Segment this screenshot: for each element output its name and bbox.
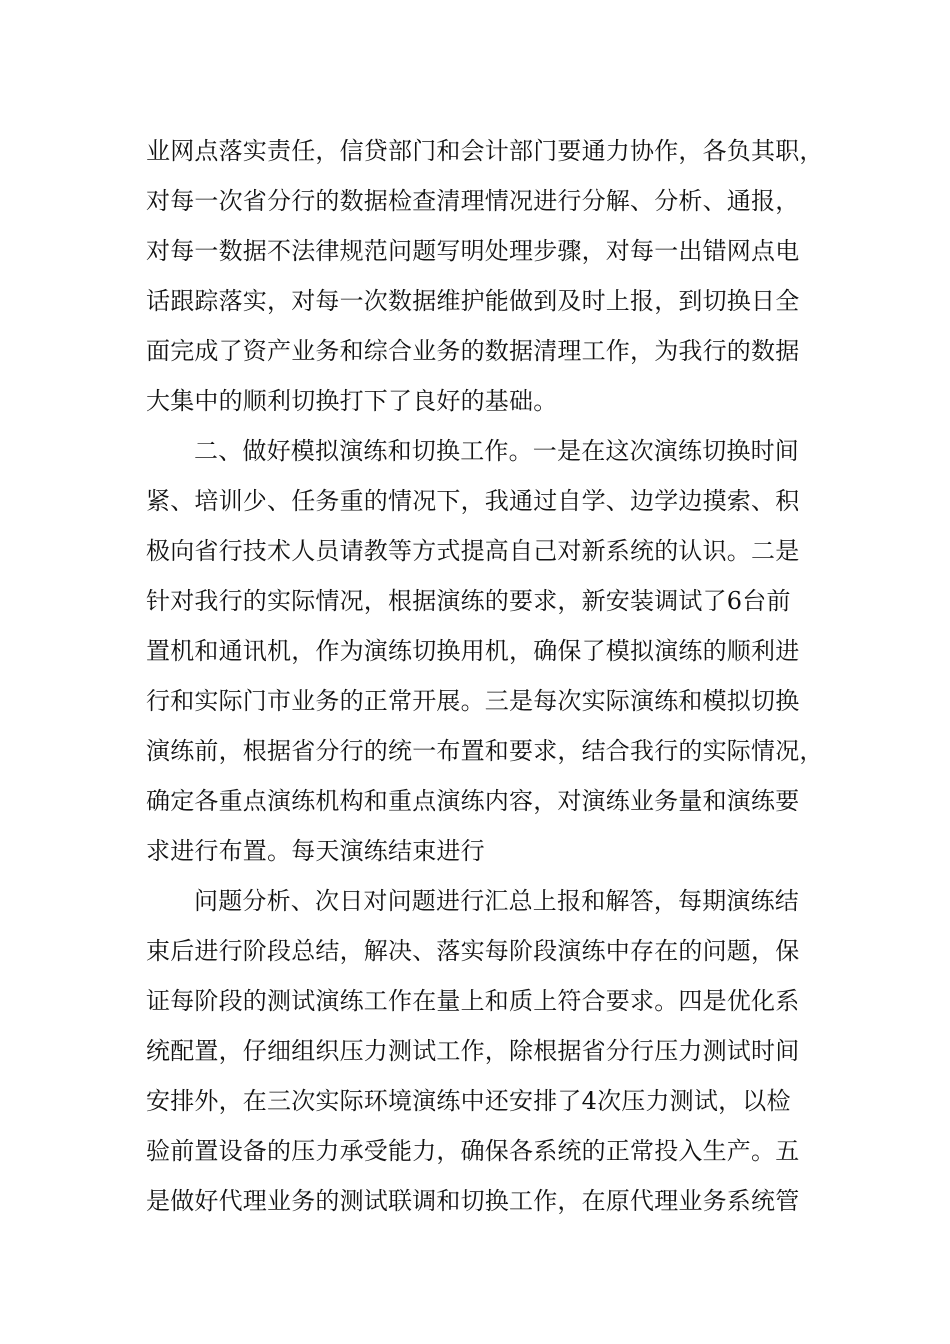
text-line: 紧、培训少、任务重的情况下，我通过自学、边学边摸索、积 bbox=[146, 487, 800, 515]
text-line: 对每一次省分行的数据检查清理情况进行分解、分析、通报， bbox=[146, 187, 800, 215]
text-line: 极向省行技术人员请教等方式提高自己对新系统的认识。二是 bbox=[146, 537, 800, 565]
text-line: 求进行布置。每天演练结束进行 bbox=[146, 837, 485, 865]
text-line: 行和实际门市业务的正常开展。三是每次实际演练和模拟切换 bbox=[146, 687, 800, 715]
text-line: 统配置，仔细组织压力测试工作，除根据省分行压力测试时间 bbox=[146, 1037, 800, 1065]
text-line: 大集中的顺利切换打下了良好的基础。 bbox=[146, 387, 558, 415]
text-line: 面完成了资产业务和综合业务的数据清理工作，为我行的数据 bbox=[146, 337, 800, 365]
text-line: 演练前，根据省分行的统一布置和要求，结合我行的实际情况， bbox=[146, 737, 824, 765]
text-line: 束后进行阶段总结，解决、落实每阶段演练中存在的问题，保 bbox=[146, 937, 800, 965]
text-line: 确定各重点演练机构和重点演练内容，对演练业务量和演练要 bbox=[146, 787, 800, 815]
text-line: 对每一数据不法律规范问题写明处理步骤，对每一出错网点电 bbox=[146, 237, 800, 265]
text-line: 针对我行的实际情况，根据演练的要求，新安装调试了6台前 bbox=[146, 587, 791, 615]
text-line: 置机和通讯机，作为演练切换用机，确保了模拟演练的顺利进 bbox=[146, 637, 800, 665]
text-line: 验前置设备的压力承受能力，确保各系统的正常投入生产。五 bbox=[146, 1137, 800, 1165]
paragraph-start-line: 问题分析、次日对问题进行汇总上报和解答，每期演练结 bbox=[194, 887, 799, 915]
paragraph-start-line: 二、做好模拟演练和切换工作。一是在这次演练切换时间 bbox=[194, 437, 799, 465]
body-text bbox=[146, 126, 826, 1226]
text-line: 安排外，在三次实际环境演练中还安排了4次压力测试，以检 bbox=[146, 1087, 791, 1115]
text-line: 话跟踪落实，对每一次数据维护能做到及时上报，到切换日全 bbox=[146, 287, 800, 315]
text-line: 证每阶段的测试演练工作在量上和质上符合要求。四是优化系 bbox=[146, 987, 800, 1015]
text-line: 是做好代理业务的测试联调和切换工作，在原代理业务系统管 bbox=[146, 1187, 800, 1215]
text-line: 业网点落实责任，信贷部门和会计部门要通力协作，各负其职， bbox=[146, 137, 824, 165]
